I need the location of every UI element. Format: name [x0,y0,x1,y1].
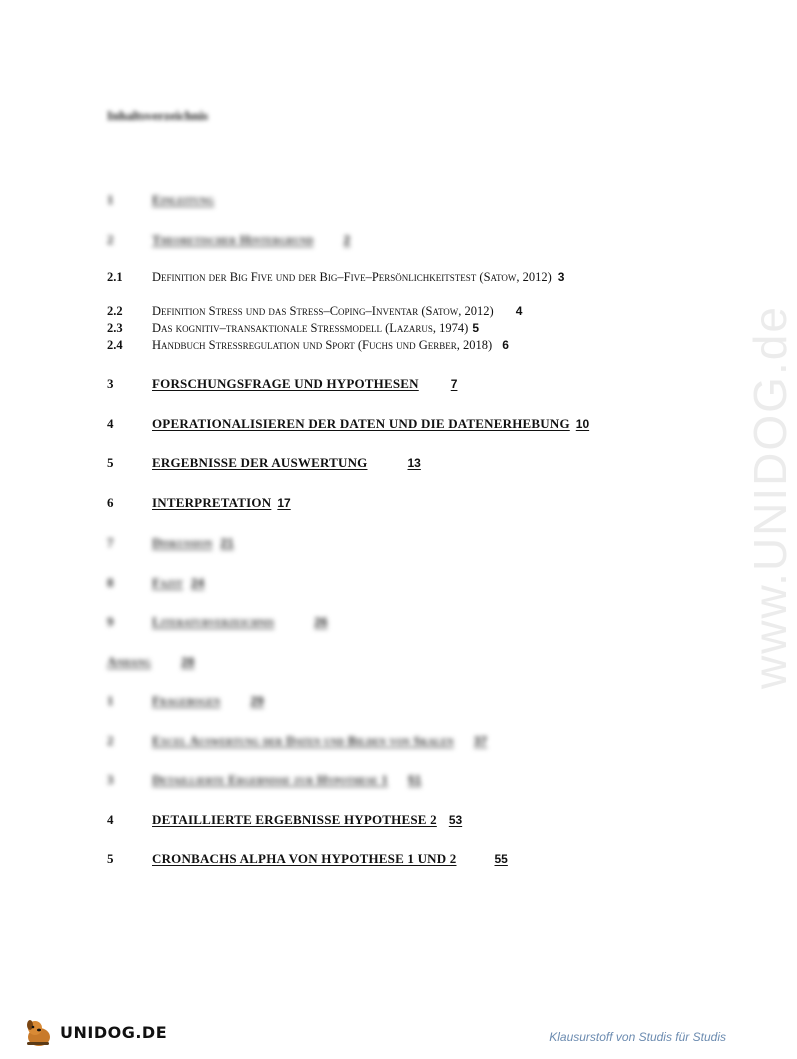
toc-entry-2: 2 Theoretischer Hintergrund 2 [107,232,351,247]
toc-appendix-1: 1 Fragebogen 29 [107,693,264,708]
footer-brand: UNIDOG.DE [60,1022,168,1042]
footer-tagline: Klausurstoff von Studis für Studis [549,1030,726,1044]
toc-appendix-3: 3 Detaillierte Ergebnisse zur Hypothese 1 51 [107,772,422,787]
toc-subentry-2-4: 2.4 Handbuch Stressregulation und Sport (Fuchs und Gerber, 2018) 6 [107,338,509,352]
toc-heading: Inhaltsverzeichnis [107,108,209,123]
watermark: www.UNIDOG.de [744,305,796,689]
toc-entry-5: 5 ERGEBNISSE DER AUSWERTUNG 13 [107,455,421,470]
toc-appendix-4: 4 DETAILLIERTE ERGEBNISSE HYPOTHESE 2 53 [107,812,463,827]
toc-subentry-2-1: 2.1 Definition der Big Five und der Big–Five–Persönlichkeitstest (Satow, 2012) 3 [107,270,565,284]
toc-entry-6: 6 INTERPRETATION 17 [107,495,291,510]
toc-entry-anhang: Anhang 28 [107,654,195,669]
toc-entry-8: 8 Fazit 24 [107,575,205,590]
toc-entry-4: 4 OPERATIONALISIEREN DER DATEN UND DIE DATENERHEBUNG 10 [107,416,590,431]
toc-entry-1: 1 Einleitung [107,192,215,207]
toc-appendix-2: 2 Excel Auswertung der Daten und Bilden von Skalen 37 [107,733,488,748]
toc-entry-7: 7 Diskussion 21 [107,535,234,550]
toc-entry-9: 9 Literaturverzeichnis 26 [107,614,328,629]
toc-subentry-2-2: 2.2 Definition Stress und das Stress–Coping–Inventar (Satow, 2012) 4 [107,304,523,318]
toc-appendix-5: 5 CRONBACHS ALPHA VON HYPOTHESE 1 UND 2 55 [107,851,508,866]
toc-entry-3: 3 FORSCHUNGSFRAGE UND HYPOTHESEN 7 [107,376,458,391]
dog-mascot-icon [22,1015,56,1049]
toc-subentry-2-3: 2.3 Das kognitiv–transaktionale Stressmodell (Lazarus, 1974) 5 [107,321,479,335]
footer-logo [22,1014,167,1050]
